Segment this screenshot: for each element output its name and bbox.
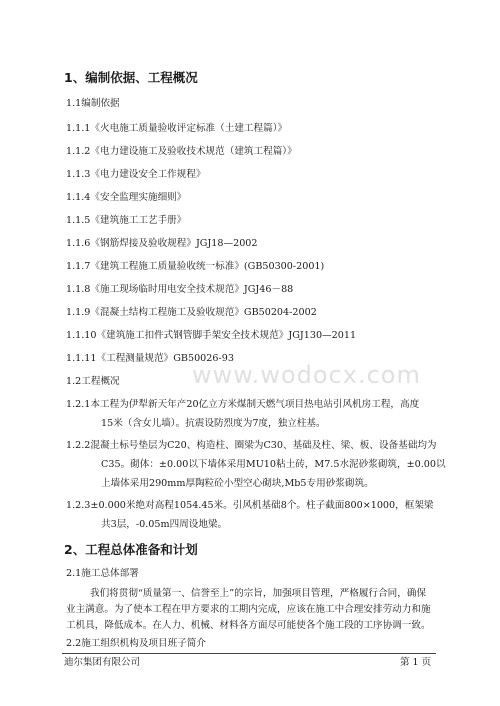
subsection-1-1-heading: 1.1编制依据 bbox=[66, 98, 120, 109]
basis-item: 1.1.5《建筑施工工艺手册》 bbox=[66, 215, 187, 226]
basis-item: 1.1.1《火电施工质量验收评定标准（土建工程篇）》 bbox=[66, 123, 288, 134]
basis-item: 1.1.8《施工现场临时用电安全技术规范》JGJ46－88 bbox=[66, 284, 294, 295]
footer-rule bbox=[62, 653, 436, 654]
deployment-paragraph-line: 业主满意。为了使本工程在甲方要求的工期内完成，应该在施工中合理安排劳动力和施 bbox=[66, 604, 431, 615]
subsection-1-2-heading: 1.2工程概况 bbox=[66, 376, 120, 387]
footer-page-number: 第 1 页 bbox=[400, 657, 432, 668]
section-2-heading: 2、工程总体准备和计划 bbox=[64, 542, 198, 557]
subsection-2-1-heading: 2.1施工总体部署 bbox=[66, 568, 139, 579]
overview-paragraph-line: C35。砌体：±0.00以下墙体采用MU10粘土砖，M7.5水泥砂浆砌筑，±0.00以 bbox=[101, 459, 446, 470]
basis-item: 1.1.3《电力建设安全工作规程》 bbox=[66, 169, 206, 180]
footer-company: 迪尔集团有限公司 bbox=[64, 657, 141, 668]
overview-paragraph-line: 上墙体采用290mm厚陶粒砼小型空心砌块,Mb5专用砂浆砌筑。 bbox=[101, 478, 374, 489]
deployment-paragraph-line: 我们将贯彻“质量第一、信誉至上”的宗旨，加强项目管理，严格履行合同，确保 bbox=[90, 588, 426, 599]
basis-item: 1.1.11《工程测量规范》GB50026-93 bbox=[66, 353, 234, 364]
overview-paragraph-line: 15米（含女儿墙）。抗震设防烈度为7度，独立柱基。 bbox=[101, 418, 326, 429]
basis-item: 1.1.2《电力建设施工及验收技术规范（建筑工程篇）》 bbox=[66, 146, 297, 157]
basis-item: 1.1.7《建筑工程施工质量验收统一标准》(GB50300-2001) bbox=[66, 261, 325, 272]
overview-paragraph-line: 1.2.2混凝土标号垫层为C20、构造柱、圈梁为C30、基础及柱、梁、板、设备基础均为 bbox=[66, 440, 437, 451]
basis-item: 1.1.6《钢筋焊接及验收规程》JGJ18—2002 bbox=[66, 238, 258, 249]
overview-paragraph-line: 1.2.1本工程为伊犁新天年产20亿立方米煤制天燃气项目热电站引风机房工程，高度 bbox=[66, 399, 420, 410]
subsection-2-2-heading: 2.2施工组织机构及项目班子简介 bbox=[66, 638, 206, 649]
deployment-paragraph-line: 工机具，降低成本。在人力、机械、材料各方面尽可能使各个施工段的工序协调一致。 bbox=[66, 620, 431, 631]
basis-item: 1.1.10《建筑施工扣件式钢管脚手架安全技术规范》JGJ130—2011 bbox=[66, 330, 357, 341]
section-1-heading: 1、编制依据、工程概况 bbox=[64, 70, 198, 85]
watermark-text: www.wodocx.com bbox=[192, 361, 421, 389]
basis-item: 1.1.9《混凝土结构工程施工及验收规范》GB50204-2002 bbox=[66, 307, 317, 318]
overview-paragraph-line: 1.2.3±0.000米绝对高程1054.45米。引风机基础8个。柱子截面800×1000，框架梁 bbox=[66, 500, 434, 511]
basis-item: 1.1.4《安全监理实施细则》 bbox=[66, 192, 187, 203]
overview-paragraph-line: 共3层，-0.05m四周设地梁。 bbox=[101, 519, 228, 530]
